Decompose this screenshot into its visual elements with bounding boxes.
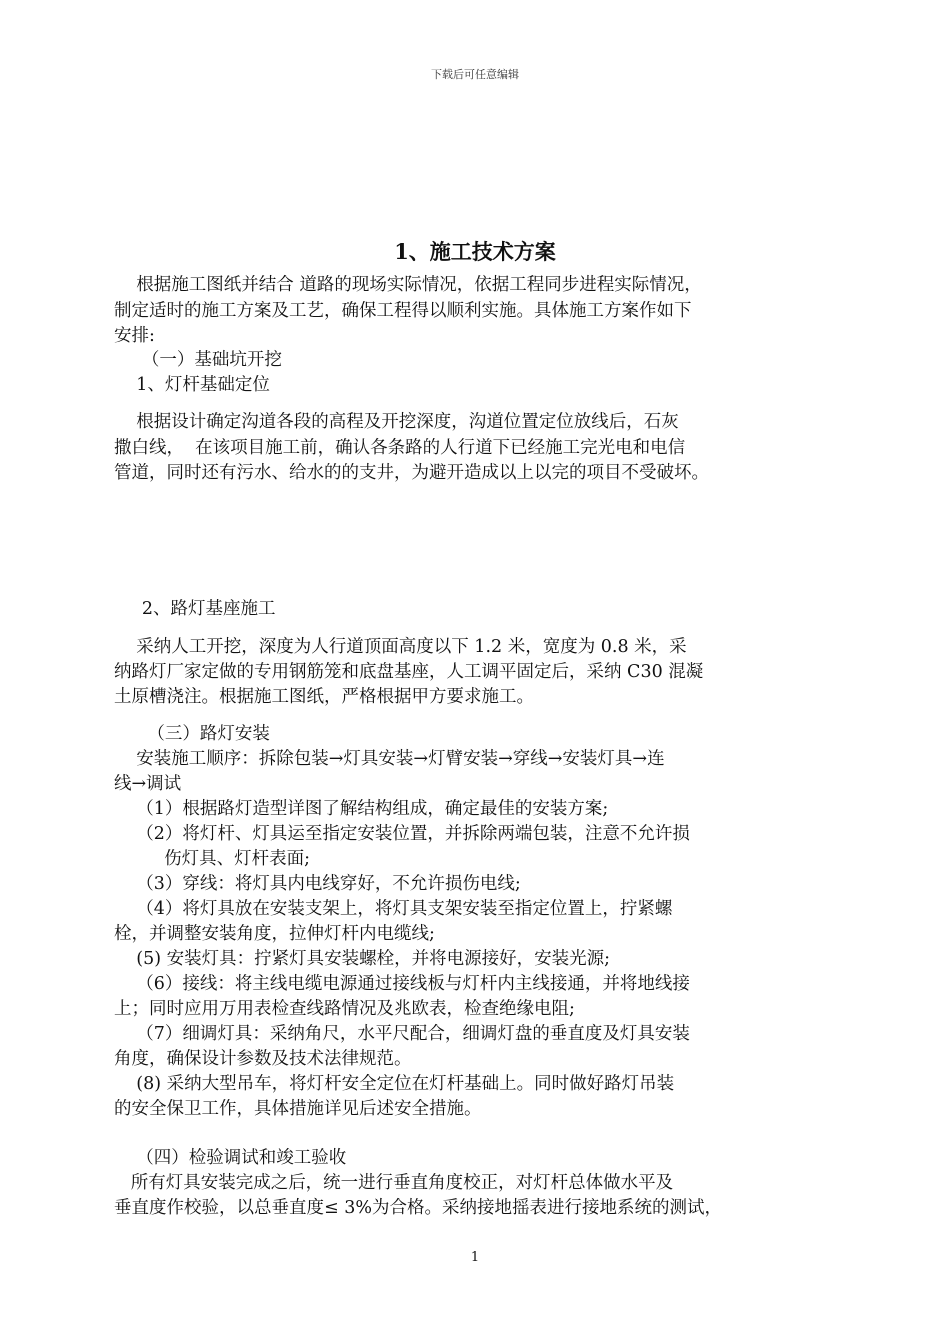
list-item: （4）将灯具放在安装支架上，将灯具支架安装至指定位置上，拧紧螺 bbox=[114, 899, 673, 919]
list-item: （1）根据路灯造型详图了解结构组成，确定最佳的安装方案; bbox=[114, 799, 609, 819]
list-item: 的安全保卫工作，具体措施详见后述安全措施。 bbox=[114, 1099, 482, 1119]
page-header: 下载后可任意编辑 bbox=[431, 68, 519, 81]
list-item: （7）细调灯具：采纳角尺，水平尺配合，细调灯盘的垂直度及灯具安装 bbox=[114, 1024, 690, 1044]
list-item: (5) 安装灯具：拧紧灯具安装螺栓，并将电源接好，安装光源; bbox=[114, 949, 610, 969]
list-item: （2）将灯杆、灯具运至指定安装位置，并拆除两端包装，注意不允许损 bbox=[114, 824, 690, 844]
list-item: （3）穿线：将灯具内电线穿好，不允许损伤电线; bbox=[114, 874, 521, 894]
text-line: 撒白线， 在该项目施工前，确认各条路的人行道下已经施工完光电和电信 bbox=[114, 438, 686, 458]
list-item: 上；同时应用万用表检查线路情况及兆欧表，检查绝缘电阻; bbox=[114, 999, 575, 1019]
page-number: 1 bbox=[470, 1250, 480, 1265]
list-item: 栓，并调整安装角度，拉伸灯杆内电缆线; bbox=[114, 924, 435, 944]
subsection-heading: （一）基础坑开挖 bbox=[114, 350, 282, 370]
text-line: 垂直度作校验，以总垂直度≤ 3%为合格。采纳接地摇表进行接地系统的测试， bbox=[114, 1198, 722, 1218]
text-line: 土原槽浇注。根据施工图纸，严格根据甲方要求施工。 bbox=[114, 687, 534, 707]
text-line: 线→调试 bbox=[114, 774, 182, 794]
text-line: 安排: bbox=[114, 326, 155, 346]
text-line: 所有灯具安装完成之后，统一进行垂直角度校正，对灯杆总体做水平及 bbox=[114, 1173, 674, 1193]
text-line: 根据设计确定沟道各段的高程及开挖深度，沟道位置定位放线后，石灰 bbox=[114, 412, 679, 432]
list-item: （6）接线：将主线电缆电源通过接线板与灯杆内主线接通，并将地线接 bbox=[114, 974, 690, 994]
text-line: 采纳人工开挖，深度为人行道顶面高度以下 1.2 米，宽度为 0.8 米，采 bbox=[114, 637, 687, 657]
subsection-heading: 2、路灯基座施工 bbox=[114, 599, 276, 619]
list-item: 角度，确保设计参数及技术法律规范。 bbox=[114, 1049, 412, 1069]
section-title: 1、施工技术方案 bbox=[394, 239, 556, 264]
text-line: 管道，同时还有污水、给水的的支井，为避开造成以上以完的项目不受破坏。 bbox=[114, 463, 709, 483]
text-line: 安装施工顺序：拆除包装→灯具安装→灯臂安装→穿线→安装灯具→连 bbox=[114, 749, 665, 769]
text-line: 纳路灯厂家定做的专用钢筋笼和底盘基座，人工调平固定后，采纳 C30 混凝 bbox=[114, 662, 704, 682]
text-line: 根据施工图纸并结合 道路的现场实际情况，依据工程同步进程实际情况， bbox=[114, 275, 702, 295]
subsection-heading: （四）检验调试和竣工验收 bbox=[114, 1148, 347, 1168]
subsection-heading: （三）路灯安装 bbox=[114, 724, 270, 744]
text-line: 制定适时的施工方案及工艺，确保工程得以顺利实施。具体施工方案作如下 bbox=[114, 301, 692, 321]
list-item: (8) 采纳大型吊车，将灯杆安全定位在灯杆基础上。同时做好路灯吊装 bbox=[114, 1074, 675, 1094]
subsection-heading: 1、灯杆基础定位 bbox=[114, 375, 270, 395]
list-item: 伤灯具、灯杆表面; bbox=[114, 849, 310, 869]
